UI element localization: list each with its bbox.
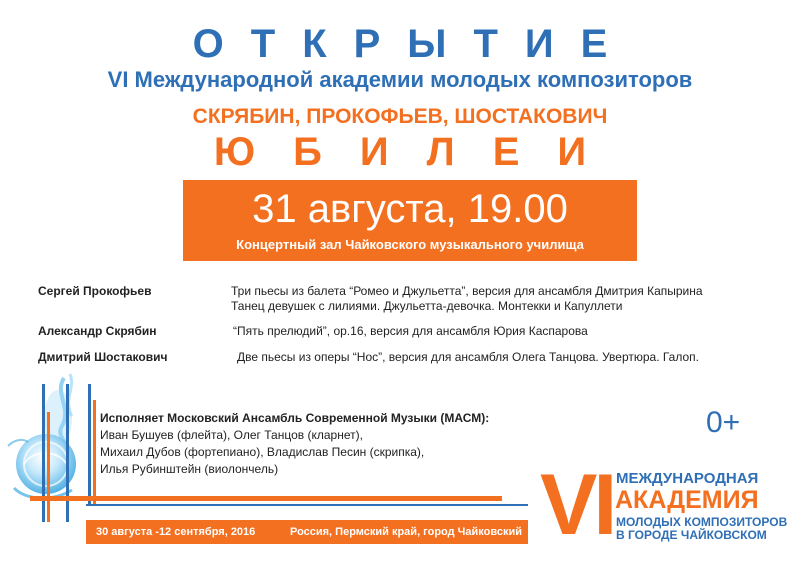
frame-line-orange — [93, 400, 96, 504]
performers-heading: Исполняет Московский Ансамбль Современной Музыки (МАСМ): — [100, 411, 490, 425]
frame-line-blue — [42, 384, 45, 522]
logo-line: МЕЖДУНАРОДНАЯ — [616, 470, 759, 487]
event-banner — [183, 180, 637, 261]
frame-line-blue — [88, 384, 91, 504]
frame-line-orange — [30, 496, 502, 501]
logo-line: МОЛОДЫХ КОМПОЗИТОРОВ — [616, 515, 788, 529]
program-composer: Александр Скрябин — [38, 324, 157, 338]
page-title: ОТКРЫТИЕ — [192, 22, 635, 66]
frame-line-blue — [86, 504, 528, 506]
festival-dates: 30 августа -12 сентября, 2016 — [96, 526, 256, 538]
logo-numeral: VI — [540, 457, 614, 553]
program-work: Две пьесы из оперы “Нос”, версия для ансамбля Олега Танцова. Увертюра. Галоп. — [237, 350, 699, 364]
event-venue: Концертный зал Чайковского музыкального училища — [236, 237, 584, 252]
event-date-time: 31 августа, 19.00 — [252, 187, 568, 231]
performers-line: Илья Рубинштейн (виолончель) — [100, 462, 279, 476]
program-composer: Дмитрий Шостакович — [38, 350, 168, 364]
program-work: Три пьесы из балета “Ромео и Джульетта”, версия для ансамбля Дмитрия Капырина — [231, 284, 703, 298]
footer-bar — [86, 520, 528, 544]
jubilee-heading: ЮБИЛЕИ — [213, 130, 625, 174]
program-composer: Сергей Прокофьев — [38, 284, 152, 298]
frame-line-orange — [47, 412, 50, 522]
program-work: “Пять прелюдий”, ор.16, версия для ансамбля Юрия Каспарова — [233, 324, 588, 338]
festival-location: Россия, Пермский край, город Чайковский — [290, 526, 522, 538]
frame-line-blue — [66, 384, 69, 522]
age-rating: 0+ — [706, 406, 741, 439]
logo-line: АКАДЕМИЯ — [615, 486, 759, 514]
performers-line: Иван Бушуев (флейта), Олег Танцов (кларнет), — [100, 428, 363, 442]
program-work: Танец девушек с лилиями. Джульетта-девочка. Монтекки и Капуллети — [231, 299, 623, 313]
composers-heading: СКРЯБИН, ПРОКОФЬЕВ, ШОСТАКОВИЧ — [192, 105, 608, 128]
performers-line: Михаил Дубов (фортепиано), Владислав Песин (скрипка), — [100, 445, 425, 459]
page-subtitle: VI Международной академии молодых композиторов — [107, 67, 693, 92]
logo-line: В ГОРОДЕ ЧАЙКОВСКОМ — [616, 528, 767, 542]
